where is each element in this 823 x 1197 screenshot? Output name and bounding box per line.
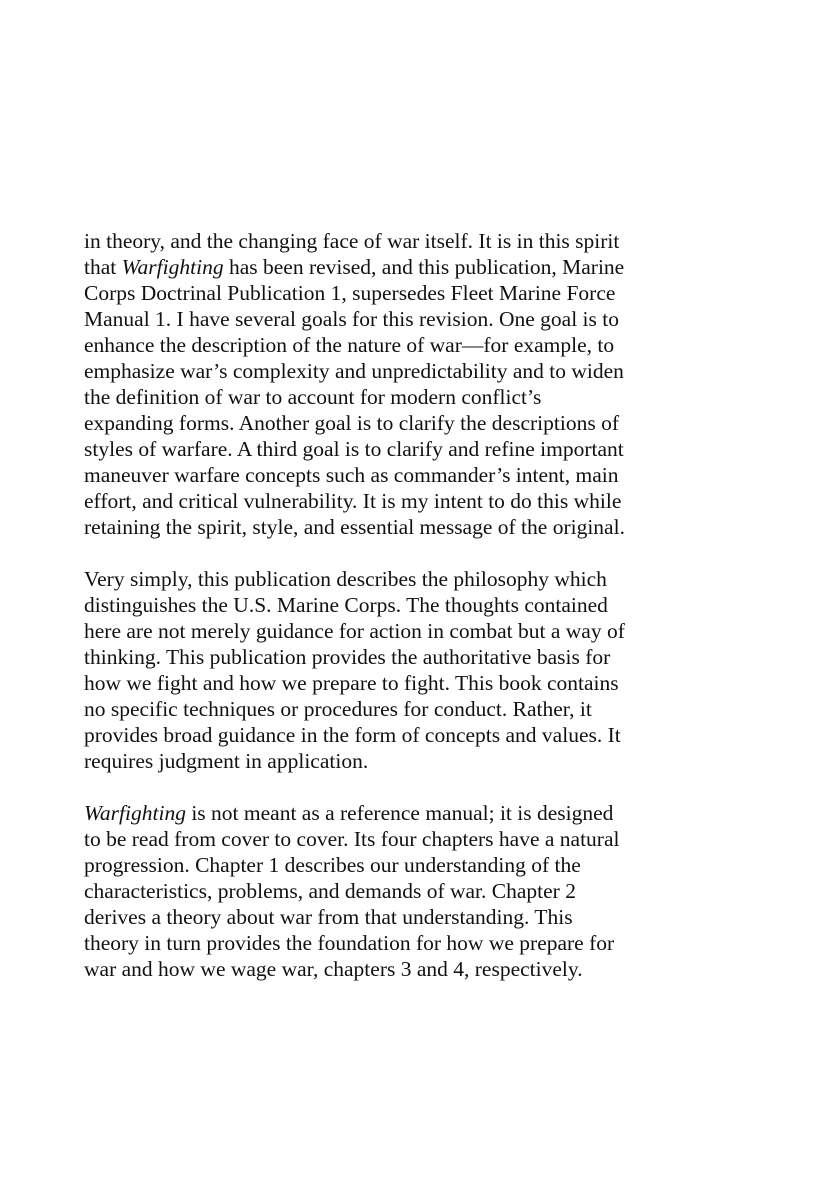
- text-line: [84, 228, 764, 254]
- text-line: [84, 566, 764, 592]
- text-segment: distinguishes the U.S. Marine Corps. The thoughts contained: [84, 593, 608, 617]
- text-line: [84, 384, 764, 410]
- text-segment: here are not merely guidance for action in combat but a way of: [84, 619, 625, 643]
- text-segment: styles of warfare. A third goal is to clarify and refine important: [84, 437, 624, 461]
- italic-title: Warfighting: [121, 255, 224, 279]
- paragraph: [84, 566, 764, 774]
- text-line: [84, 878, 764, 904]
- text-line: [84, 826, 764, 852]
- text-line: [84, 696, 764, 722]
- text-line: [84, 748, 764, 774]
- document-page: [84, 228, 764, 1008]
- text-segment: Manual 1. I have several goals for this revision. One goal is to: [84, 307, 619, 331]
- text-line: [84, 514, 764, 540]
- text-segment: war and how we wage war, chapters 3 and 4, respectively.: [84, 957, 583, 981]
- text-segment: emphasize war’s complexity and unpredictability and to widen: [84, 359, 624, 383]
- text-line: [84, 306, 764, 332]
- text-line: [84, 904, 764, 930]
- text-line: [84, 618, 764, 644]
- text-segment: no specific techniques or procedures for conduct. Rather, it: [84, 697, 592, 721]
- text-line: [84, 462, 764, 488]
- text-segment: Corps Doctrinal Publication 1, supersedes Fleet Marine Force: [84, 281, 616, 305]
- text-line: [84, 358, 764, 384]
- text-line: [84, 956, 764, 982]
- text-segment: progression. Chapter 1 describes our understanding of the: [84, 853, 581, 877]
- text-segment: effort, and critical vulnerability. It is my intent to do this while: [84, 489, 622, 513]
- text-segment: in theory, and the changing face of war itself. It is in this spirit: [84, 229, 620, 253]
- text-line: [84, 410, 764, 436]
- text-segment: maneuver warfare concepts such as commander’s intent, main: [84, 463, 619, 487]
- text-line: [84, 644, 764, 670]
- text-segment: Very simply, this publication describes the philosophy which: [84, 567, 607, 591]
- text-segment: provides broad guidance in the form of concepts and values. It: [84, 723, 621, 747]
- text-segment: retaining the spirit, style, and essential message of the original.: [84, 515, 625, 539]
- text-line: [84, 436, 764, 462]
- text-segment: requires judgment in application.: [84, 749, 369, 773]
- text-segment: theory in turn provides the foundation for how we prepare for: [84, 931, 615, 955]
- paragraph: [84, 228, 764, 540]
- text-segment: expanding forms. Another goal is to clarify the descriptions of: [84, 411, 619, 435]
- text-segment: the definition of war to account for modern conflict’s: [84, 385, 542, 409]
- text-segment: to be read from cover to cover. Its four chapters have a natural: [84, 827, 620, 851]
- text-segment: thinking. This publication provides the authoritative basis for: [84, 645, 611, 669]
- text-line: [84, 722, 764, 748]
- text-segment: characteristics, problems, and demands of war. Chapter 2: [84, 879, 576, 903]
- text-segment: how we fight and how we prepare to fight. This book contains: [84, 671, 619, 695]
- text-line: [84, 670, 764, 696]
- text-line: [84, 332, 764, 358]
- text-segment: derives a theory about war from that understanding. This: [84, 905, 573, 929]
- text-line: [84, 488, 764, 514]
- text-line: [84, 592, 764, 618]
- text-segment: is not meant as a reference manual; it is designed: [185, 801, 614, 825]
- text-line: [84, 800, 764, 826]
- text-segment: that: [84, 255, 122, 279]
- text-line: [84, 280, 764, 306]
- text-segment: has been revised, and this publication, Marine: [223, 255, 625, 279]
- text-line: [84, 254, 764, 280]
- text-line: [84, 930, 764, 956]
- italic-title: Warfighting: [84, 801, 186, 825]
- text-segment: enhance the description of the nature of war—for example, to: [84, 333, 615, 357]
- paragraph: [84, 800, 764, 982]
- text-line: [84, 852, 764, 878]
